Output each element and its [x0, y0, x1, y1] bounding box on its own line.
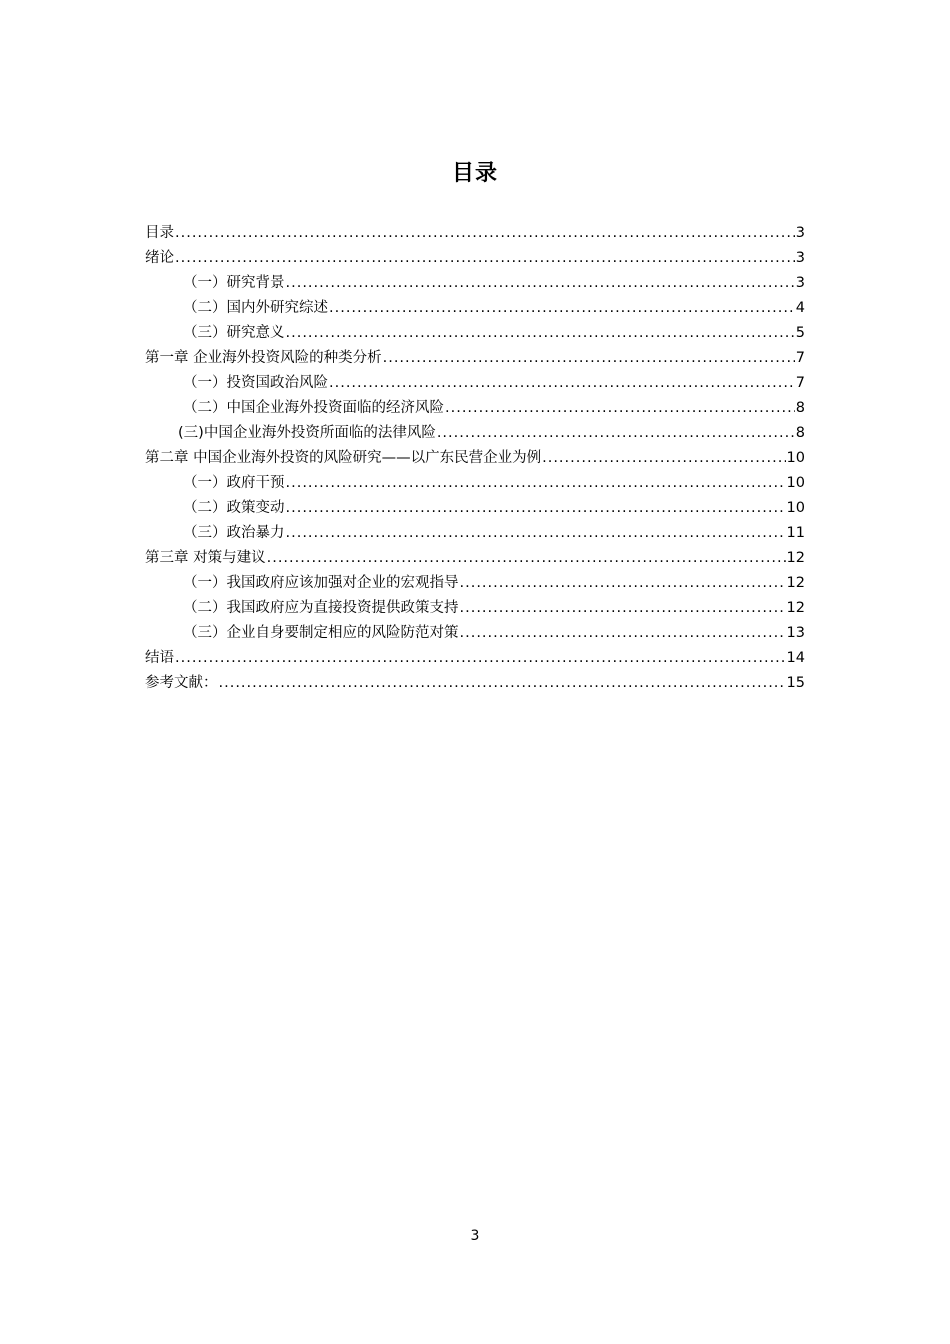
toc-dot-leader: [286, 521, 786, 546]
toc-dot-leader: [460, 571, 786, 596]
toc-entry-page: 15: [786, 675, 805, 691]
toc-entry[interactable]: [145, 446, 805, 471]
toc-entry-page: 13: [786, 625, 805, 641]
toc-entry-title: 第二章 中国企业海外投资的风险研究——以广东民营企业为例: [145, 450, 542, 466]
toc-dot-leader: [286, 496, 786, 521]
toc-entry-title: （一）研究背景: [183, 275, 285, 291]
toc-entry-page: 3: [795, 275, 805, 291]
toc-entry[interactable]: [145, 521, 805, 546]
toc-dot-leader: [286, 471, 786, 496]
toc-entry-page: 7: [795, 375, 805, 391]
toc-entry-title: 第一章 企业海外投资风险的种类分析: [145, 350, 382, 366]
toc-entry[interactable]: [145, 421, 805, 446]
toc-entry-page: 7: [795, 350, 805, 366]
toc-entry[interactable]: [145, 346, 805, 371]
toc-entry-page: 8: [795, 425, 805, 441]
toc-entry-page: 3: [795, 250, 805, 266]
page-number: 3: [470, 1228, 480, 1244]
toc-entry[interactable]: [145, 321, 805, 346]
toc-entry[interactable]: [145, 371, 805, 396]
toc-entry-title: （二）我国政府应为直接投资提供政策支持: [183, 600, 459, 616]
page-title: 目录: [451, 161, 498, 186]
toc-entry[interactable]: [145, 496, 805, 521]
toc-entry-page: 12: [786, 550, 805, 566]
toc-dot-leader: [460, 621, 786, 646]
toc-entry-title: (三)中国企业海外投资所面临的法律风险: [178, 425, 436, 441]
toc-dot-leader: [445, 396, 795, 421]
toc-entry-title: 绪论: [145, 250, 174, 266]
toc-entry-page: 10: [786, 450, 805, 466]
toc-entry-title: （三）企业自身要制定相应的风险防范对策: [183, 625, 459, 641]
toc-entry-page: 8: [795, 400, 805, 416]
toc-entry-title: （三）研究意义: [183, 325, 285, 341]
toc-entry-page: 12: [786, 575, 805, 591]
toc-dot-leader: [383, 346, 795, 371]
toc-entry-page: 5: [795, 325, 805, 341]
toc-entry-title: （一）投资国政治风险: [183, 375, 328, 391]
toc-entry-page: 10: [786, 475, 805, 491]
toc-dot-leader: [460, 596, 786, 621]
toc-entry[interactable]: [145, 596, 805, 621]
toc-dot-leader: [267, 546, 786, 571]
toc-entry[interactable]: [145, 271, 805, 296]
toc-dot-leader: [175, 646, 786, 671]
toc-dot-leader: [175, 246, 795, 271]
toc-dot-leader: [329, 371, 795, 396]
toc-entry[interactable]: [145, 396, 805, 421]
toc-dot-leader: [286, 271, 795, 296]
toc-entry-title: （一）政府干预: [183, 475, 285, 491]
toc-entry-title: （二）国内外研究综述: [183, 300, 328, 316]
toc-dot-leader: [219, 671, 786, 696]
toc-dot-leader: [175, 221, 795, 246]
toc-entry-page: 10: [786, 500, 805, 516]
toc-entry[interactable]: [145, 546, 805, 571]
toc-dot-leader: [437, 421, 795, 446]
toc-dot-leader: [286, 321, 795, 346]
toc-entry[interactable]: [145, 671, 805, 696]
toc-entry-title: 参考文献：: [145, 675, 218, 691]
toc-entry[interactable]: [145, 296, 805, 321]
toc-entry-title: 结语: [145, 650, 174, 666]
toc-entry[interactable]: [145, 471, 805, 496]
table-of-contents: [145, 221, 805, 696]
toc-entry-title: （三）政治暴力: [183, 525, 285, 541]
toc-entry-page: 12: [786, 600, 805, 616]
toc-entry[interactable]: [145, 221, 805, 246]
toc-entry-title: （二）政策变动: [183, 500, 285, 516]
toc-entry-page: 3: [795, 225, 805, 241]
toc-entry[interactable]: [145, 646, 805, 671]
toc-entry-page: 11: [786, 525, 805, 541]
toc-entry-title: （一）我国政府应该加强对企业的宏观指导: [183, 575, 459, 591]
toc-dot-leader: [329, 296, 795, 321]
toc-entry-page: 4: [795, 300, 805, 316]
toc-dot-leader: [542, 446, 785, 471]
toc-entry-page: 14: [786, 650, 805, 666]
toc-entry-title: 目录: [145, 225, 174, 241]
toc-entry[interactable]: [145, 621, 805, 646]
toc-entry-title: 第三章 对策与建议: [145, 550, 266, 566]
toc-entry[interactable]: [145, 246, 805, 271]
toc-entry[interactable]: [145, 571, 805, 596]
toc-entry-title: （二）中国企业海外投资面临的经济风险: [183, 400, 444, 416]
